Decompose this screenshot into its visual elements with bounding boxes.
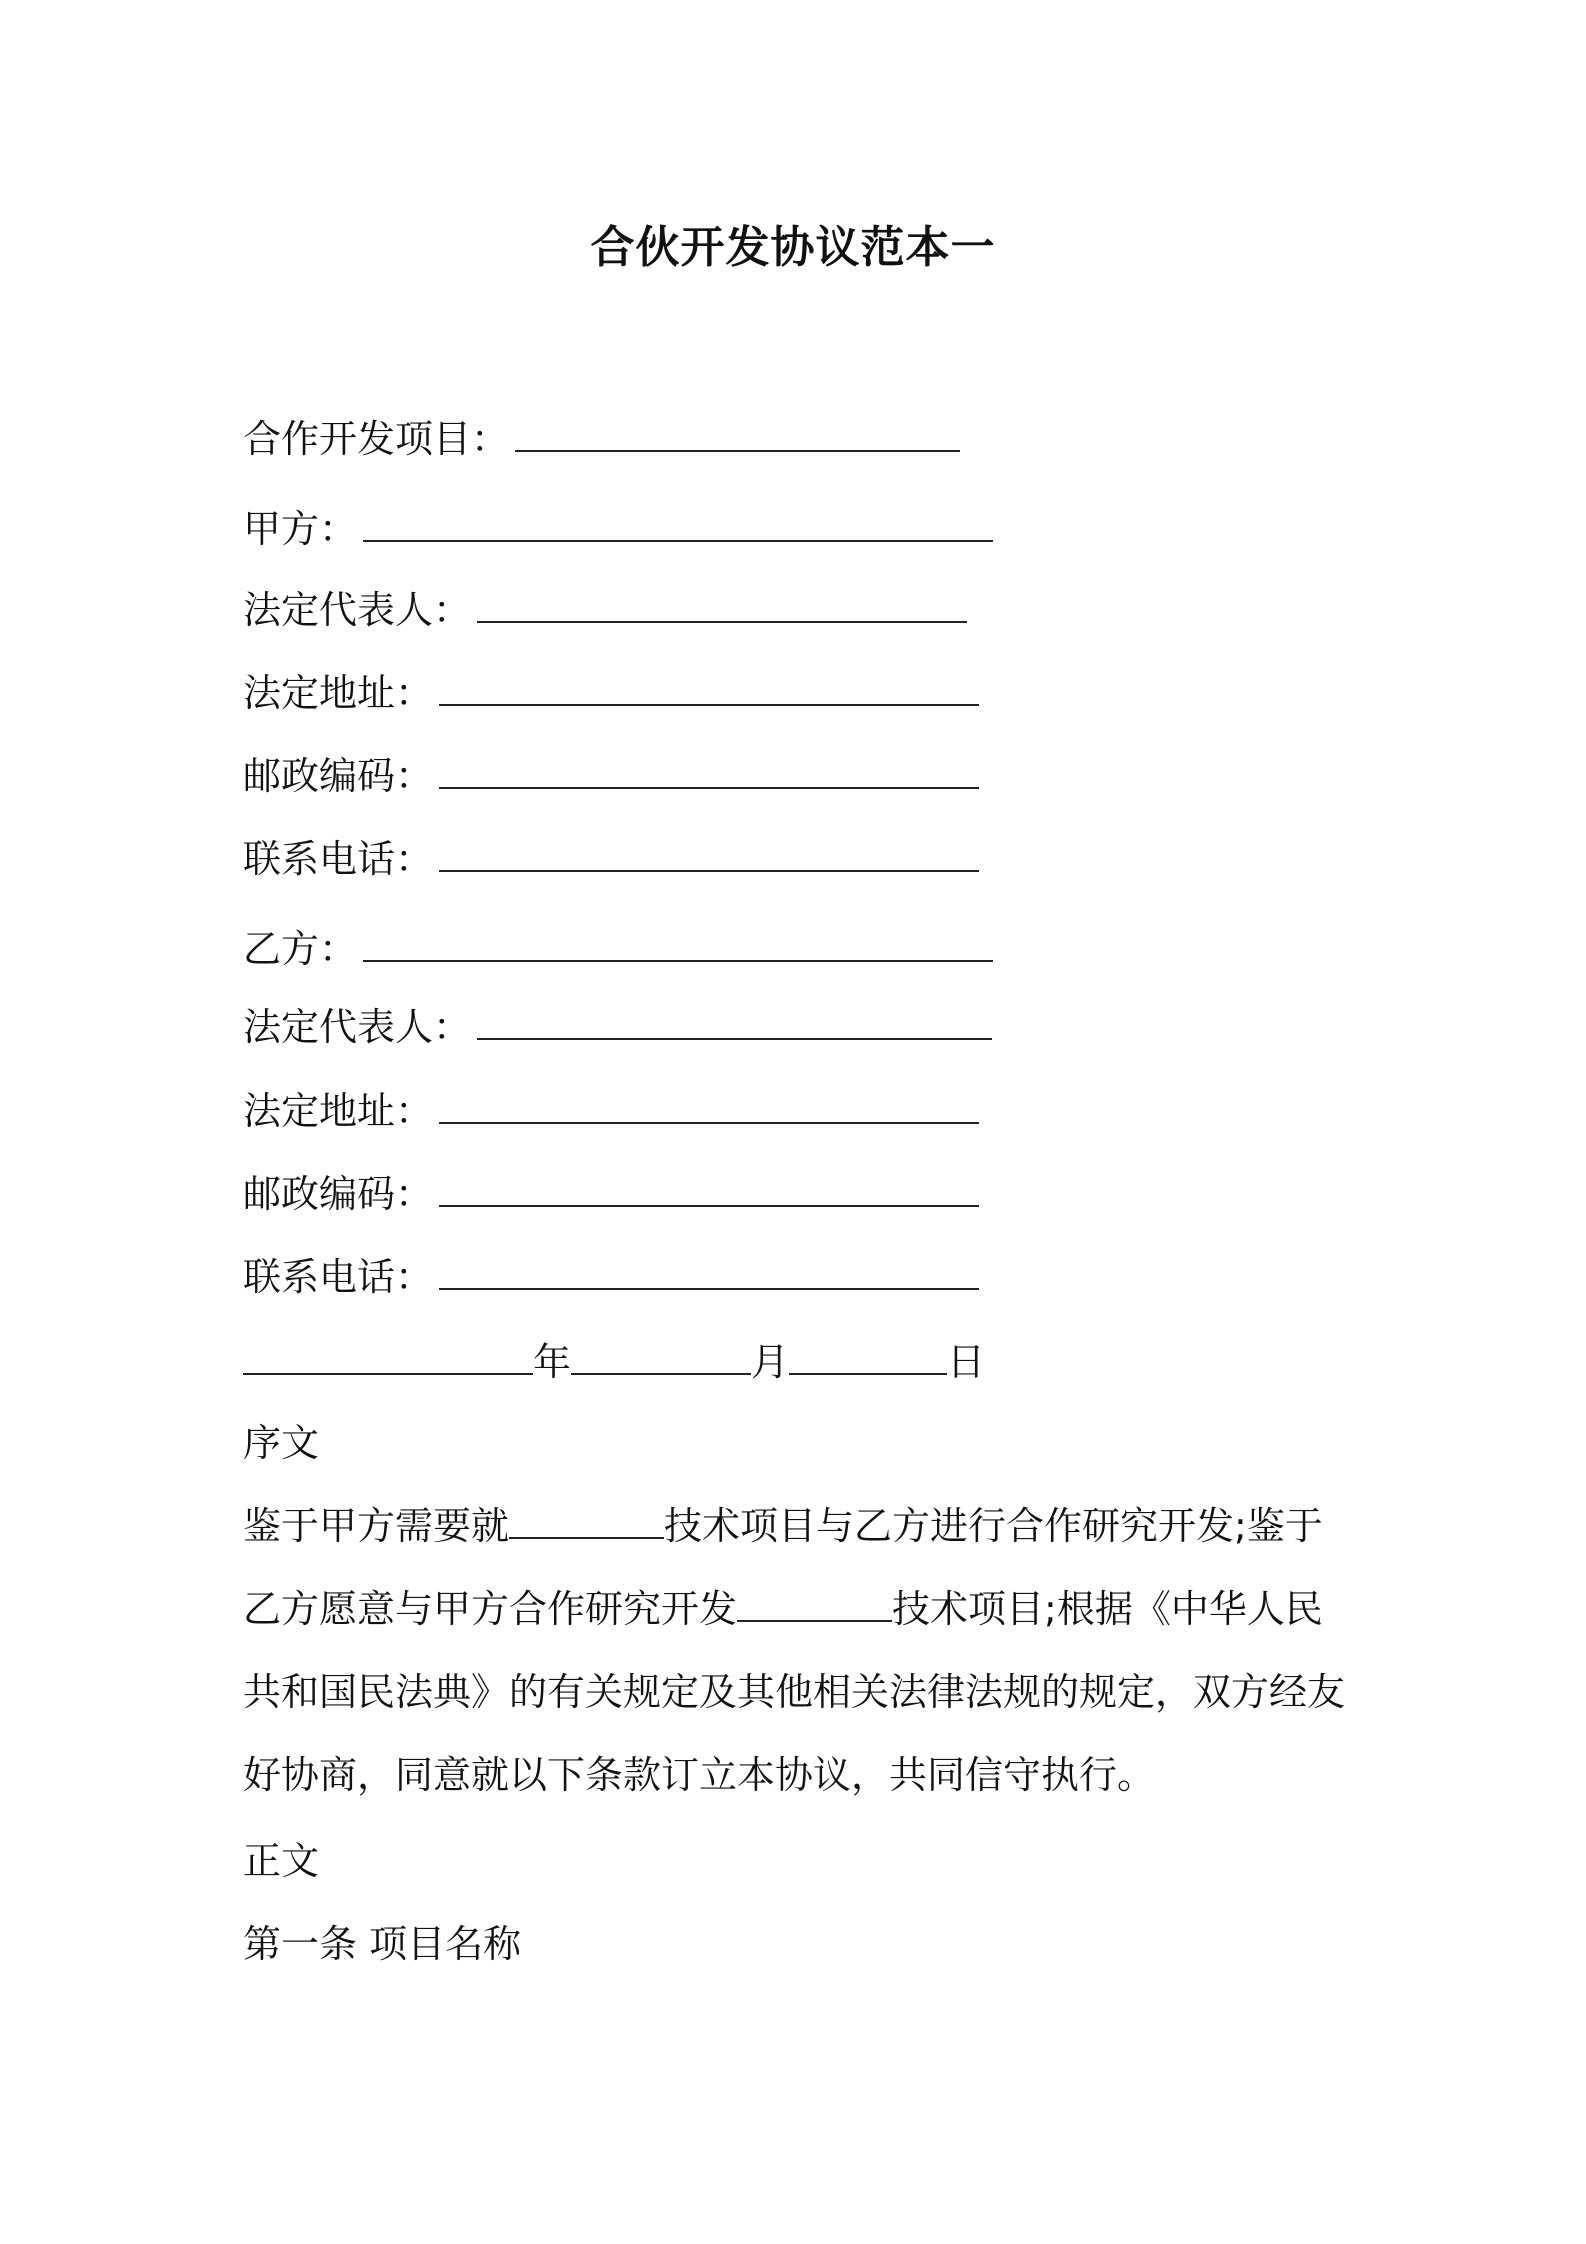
- document-title: 合伙开发协议范本一: [590, 222, 996, 273]
- party-a-rep-line: [243, 583, 967, 635]
- party-b-blank[interactable]: [363, 922, 993, 962]
- party-b-postcode-blank[interactable]: [439, 1167, 979, 1207]
- party-b-postcode-label: 邮政编码：: [243, 1172, 434, 1216]
- party-b-phone-blank[interactable]: [439, 1250, 979, 1290]
- party-a-address-line: [243, 666, 979, 718]
- party-a-rep-label: 法定代表人：: [243, 588, 472, 632]
- month-label: 月: [751, 1340, 790, 1384]
- party-a-address-label: 法定地址：: [243, 671, 434, 715]
- party-b-address-line: [243, 1084, 979, 1136]
- year-blank[interactable]: [243, 1335, 533, 1375]
- party-a-postcode-line: [243, 749, 979, 801]
- party-a-label: 甲方：: [243, 507, 358, 551]
- party-b-address-label: 法定地址：: [243, 1089, 434, 1133]
- party-a-postcode-blank[interactable]: [439, 749, 979, 789]
- party-b-phone-label: 联系电话：: [243, 1255, 434, 1299]
- preface-paragraph: [243, 1485, 1353, 1817]
- party-b-line: [243, 922, 993, 974]
- day-blank[interactable]: [789, 1335, 947, 1375]
- project-blank[interactable]: [515, 412, 960, 452]
- party-b-rep-label: 法定代表人：: [243, 1005, 472, 1049]
- date-line: [243, 1335, 985, 1387]
- party-a-phone-blank[interactable]: [439, 832, 979, 872]
- party-a-phone-label: 联系电话：: [243, 837, 434, 881]
- preface-blank-1[interactable]: [509, 1501, 664, 1539]
- article-1-heading: 第一条 项目名称: [243, 1922, 522, 1966]
- party-b-phone-line: [243, 1250, 979, 1302]
- day-label: 日: [947, 1340, 986, 1384]
- party-a-phone-line: [243, 832, 979, 884]
- party-b-address-blank[interactable]: [439, 1084, 979, 1124]
- party-b-label: 乙方：: [243, 927, 358, 971]
- project-label: 合作开发项目：: [243, 417, 510, 461]
- preface-blank-2[interactable]: [737, 1584, 892, 1622]
- party-b-rep-line: [243, 1000, 992, 1052]
- preface-text-1: 鉴于甲方需要就: [243, 1504, 510, 1548]
- party-a-line: [243, 502, 993, 554]
- preface-heading: 序文: [243, 1421, 320, 1465]
- preface-text-2: 技术项目与乙方进行合作研究开发;鉴于乙方愿意与甲方合作研究开发: [243, 1504, 1323, 1631]
- year-label: 年: [533, 1340, 572, 1384]
- month-blank[interactable]: [571, 1335, 751, 1375]
- party-b-postcode-line: [243, 1167, 979, 1219]
- body-heading: 正文: [243, 1839, 320, 1883]
- party-a-blank[interactable]: [363, 502, 993, 542]
- project-line: [243, 412, 960, 464]
- preface-text-3: 技术项目;根据《中华人民共和国民法典》的有关规定及其他相关法律法规的规定，双方经友好协商，同意就以下条款订立本协议，共同信守执行。: [243, 1587, 1346, 1797]
- party-a-rep-blank[interactable]: [477, 583, 967, 623]
- party-a-address-blank[interactable]: [439, 666, 979, 706]
- party-b-rep-blank[interactable]: [477, 1000, 992, 1040]
- party-a-postcode-label: 邮政编码：: [243, 754, 434, 798]
